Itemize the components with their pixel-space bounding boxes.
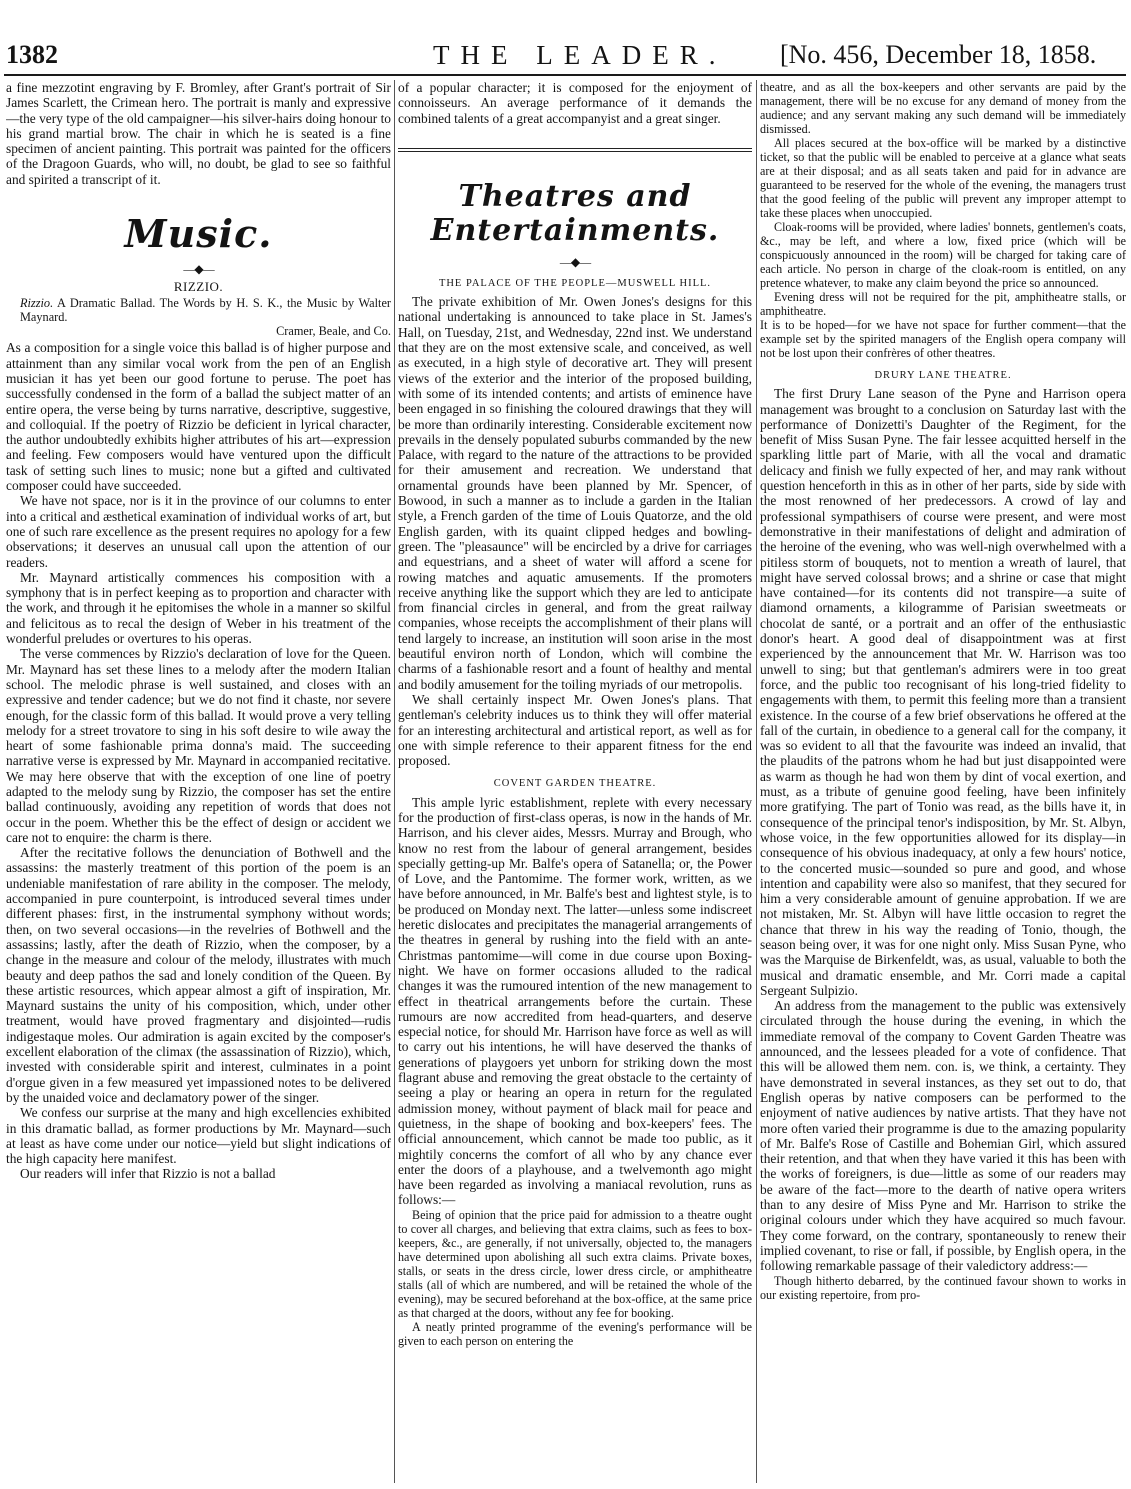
quoted-notice: A neatly printed programme of the evening's performance will be given to each person on entering the (398, 1319, 752, 1348)
paragraph: After the recitative follows the denunciation of Bothwell and the assassins: the masterly treatment of this portion of the poem is an undeniable manifestation of rare ability in the composer. The melody, accompanied in pure counterpoint, is introduced several times under different phases: first, in the instrumental symphony without words; then, on two several occasions—in the revelries of Bothwell and the assassins; lastly, after the death of Rizzio, when the composer, by a change in the measure and colour of the melody, illustrates with much beauty and deep pathos the sad and lonely condition of the Queen. By these artistic resources, which appear almost a gift of inspiration, Mr. Maynard sustains the unity of his composition, which, under other treatment, would have proved fragmentary and disjointed—rudis indigestaque moles. Our admiration is again excited by the composer's excellent elaboration of the climax (the assassination of Rizzio), which, invested with considerable spirit and interest, culminates in a point d'orgue given in a few measured yet impassioned notes to be delivered by the unaided voice and declamatory power of the singer. (6, 845, 391, 1105)
subheading: DRURY LANE THEATRE. (874, 370, 1012, 381)
quoted-notice: Cloak-rooms will be provided, where ladies' bonnets, gentlemen's coats, &c., may be left, and where a low, fixed price (which will be conspicuously announced in the room) will be charged for taking care of each article. No person in charge of the cloak-room is entitled, on any pretence whatever, to make any claim beyond the price so announced. (760, 220, 1126, 290)
paragraph: The private exhibition of Mr. Owen Jones's designs for this national undertaking is announced to take place in St. James's Hall, on Tuesday, 21st, and Wednesday, 22nd inst. We understand that they are on the most extensive scale, and conceived, as well as executed, in a high style of decorative art. They will present views of the exterior and the interior of the proposed building, with some of its intended contents; and artists of eminence have been engaged in so finishing the coloured drawings that they will be more than ordinarily interesting. Considerable excitement now prevails in the densely populated suburbs commanded by the new Palace, with regard to the nature of the attractions to be provided for their amusement and recreation. We understand that ornamental grounds have been planned by Mr. Spencer, of Bowood, in such a manner as to include a garden in the Italian style, a French garden of the time of Louis Quatorze, and the old English garden, with its quaint clipped hedges and bowling-green. The "pleasaunce" will be encircled by a drive for carriages and equestrians, and a sheet of water will afford a scene for rowing matches and aquatic amusements. If the promoters receive anything like the support which they are led to anticipate from financial circles in general, and from the great railway companies, whose receipts the accomplishment of their plans will tend largely to increase, an institution will soon arise in the most beautiful environ north of London, which will combine the charms of a fashionable resort and a fount of healthy and mental and bodily amusement for the toiling myriads of our metropolis. (398, 294, 752, 692)
quoted-notice: Being of opinion that the price paid for admission to a theatre ought to cover all charges, and believing that extra claims, such as fees to box-keepers, &c., are generally, if not universally, objected to, the managers have determined upon abolishing all such extra claims. Private boxes, stalls, or seats in the dress circle, lower dress circle, or amphitheatre stalls (all of which are numbered, and will be retained the whole of the evening), may be secured beforehand at the box-office, at the same price as that charged at the doors, without any fee for booking. (398, 1207, 752, 1320)
ornament-divider: —◆— (183, 262, 214, 277)
column-2 (398, 80, 752, 1483)
paragraph: Mr. Maynard artistically commences his composition with a symphony that is in perfect keeping as to proportion and character with the work, and through it he epitomises the whole in a manner so skilful and felicitous as to recal the design of Weber in his treatment of the wonderful preludes or overtures to his operas. (6, 569, 391, 647)
paragraph: The verse commences by Rizzio's declaration of love for the Queen. Mr. Maynard has set these lines to a melody after the modern Italian school. The melodic phrase is well sustained, and closes with an expressive and tender cadence; but we do not find it chaste, nor severe enough, for the classic form of this ballad. It would prove a very telling melody for a street trovatore to sing in his soft desire to wile away the heart of some fashionable prima donna's maid. The succeeding narrative verse is expressed by Mr. Maynard in accompanied recitative. We may here observe that with the exception of one line of poetry adapted to the melody sung by Rizzio, the composer has set the entire ballad continuously, avoiding any repetition of words that does not occur in the poem. Whether this be the effect of design or accident we care not to enquire: the charm is there. (6, 646, 391, 845)
article-heading: RIZZIO. (173, 279, 224, 295)
newspaper-title: THE LEADER. (433, 40, 727, 70)
paragraph: a fine mezzotint engraving by F. Bromley, after Grant's portrait of Sir James Scarlett, the Crimean hero. The portrait is manly and expressive—the very type of the old campaigner—his silver-hairs doing honour to his grand martial brow. The chair in which he is seated is a fine specimen of ancient painting. This portrait was painted for the officers of the Dragoon Guards, who will, no doubt, be glad to see so faithful and spirited a transcript of it. (6, 80, 391, 187)
paragraph: We confess our surprise at the many and high excellencies exhibited in this dramatic ballad, as former productions by Mr. Maynard—such at least as have come under our notice—yield but slight indications of the high capacity here manifest. (6, 1105, 391, 1167)
paragraph: The first Drury Lane season of the Pyne and Harrison opera management was brought to a conclusion on Saturday last with the performance of Donizetti's Daughter of the Regiment, for the benefit of Miss Susan Pyne. The fair lessee acquitted herself in the sparkling little part of Marie, with all the vocal and dramatic delicacy and finish we fully expected of her, and may rank without question henceforth in this as in other of her parts, side by side with the most renowned of her predecessors. A crowd of lay and professional sympathisers of course were present, and were most demonstrative in their manifestations of delight and admiration of the heroine of the evening, who was well-nigh overwhelmed with a pitiless storm of bouquets, not to mention a wreath of laurel, that might have served colossal brows; and a shrine or case that might have contained—for its contents did not transpire—a suite of diamond ornaments, a kilogramme of Parisian sweetmeats or chocolat de santé, or a portrait and an offer of the enthusiastic donor's heart. A good deal of disappointment was at first experienced by the announcement that Mr. W. Harrison was too unwell to sing; but that gentleman's admirers were in too great force, and the public too recognisant of his long-tried fidelity to engagements with them, to permit this feeling more than a transient existence. In the course of a few brief observations he offered at the fall of the curtain, in obedience to a general call for the company, it was so evident to all that the favourite was indeed an invalid, that the plaudits of the patrons whom he had but just disappointed were as warm as though he had won them by dint of vocal exertion, and must, as a tribute of genuine good feeling, have been infinitely more gratifying. The part of Tonio was read, as the bills have it, in consequence of the principal tenor's indisposition, by Mr. St. Albyn, whose voice, in the few opportunities allowed for its display—in consequence of his obvious inadequacy, at only a few hours' notice, to the concerted music—sounded so pure and good, and whose intention and capability were also so manifest, that they secured for him a very considerable amount of genuine approbation. If we are not mistaken, Mr. St. Albyn will have little occasion to regret the chance that threw in his way the reading of Tonio, though, the season being over, it was for one night only. Miss Susan Pyne, who was the Marquise de Birkenfeldt, was, as usual, valuable to both the musical and dramatic ensemble, and Mr. Corri made a capital Sergeant Sulpizio. (760, 386, 1126, 998)
column-divider (756, 80, 757, 1483)
masthead-rule (4, 74, 1126, 76)
column-divider (394, 80, 395, 1483)
subheading: THE PALACE OF THE PEOPLE—MUSWELL HILL. (438, 277, 712, 289)
section-title-music: Music. (124, 211, 273, 257)
section-title-theatres: Theatres and Entertainments. (430, 178, 720, 248)
paragraph: As a composition for a single voice this ballad is of higher purpose and attainment than any similar vocal work from the pen of an English musician it has yet been our good fortune to peruse. The poet has successfully condensed in the form of a ballad the subject matter of an entire opera, the verse being by turns narrative, descriptive, suggestive, and colloquial. If the poetry of Rizzio be deficient in lyrical character, the author undoubtedly exhibits higher attributes of his art—expression and feeling. Few composers would have ventured upon the difficult task of setting such lines to music; none but a gifted and cultivated composer could have succeeded. (6, 340, 391, 494)
paragraph: It is to be hoped—for we have not space for further comment—that the example set by the spirited managers of the English opera company will not be lost upon their confrères of other theatres. (760, 318, 1126, 360)
paragraph: This ample lyric establishment, replete with every necessary for the production of first-class operas, is now in the hands of Mr. Harrison, and his clever aides, Messrs. Murray and Brough, who know no rest from the labour of general arrangement, besides specially getting-up Mr. Balfe's opera of Satanella; or, the Power of Love, and the Pantomime. The former work, written, as we have before announced, in Mr. Balfe's best and lightest style, is to be produced on Monday next. The latter—unless some indiscreet heretic dislocates and precipitates the managerial arrangements of the theatres in general by rushing into the field with an ante-Christmas pantomime—will come in due course upon Boxing-night. We have on former occasions alluded to the radical changes it was the rumoured intention of the new management to effect in theatrical arrangements before the curtain. These rumours are now accredited from head-quarters, and deserve especial notice, for should Mr. Harrison have force as well as will to carry out his intentions, he will have deserved the thanks of generations of playgoers yet unborn for striking down the most flagrant abuse and removing the great obstacle to the certainty of seeing a play or hearing an opera in return for the regulated admission money, without payment of black mail for peace and quietness, in the shape of booking and box-keepers' fees. The official announcement, which cannot be made too public, as it mightily concerns the comfort of all who by any chance ever enter the doors of a playhouse, and a twelvemonth ago might have been regarded as involving a maniacal revolution, runs as follows:— (398, 794, 752, 1208)
paragraph: of a popular character; it is composed for the enjoyment of connoisseurs. An average performance of it demands the combined talents of a great accompanyist and a great singer. (398, 80, 752, 126)
credit-title: Rizzio. (20, 296, 54, 311)
review-credit (6, 296, 391, 324)
masthead (0, 0, 1131, 78)
issue-date: [No. 456, December 18, 1858. (780, 40, 1097, 69)
publisher: Cramer, Beale, and Co. (276, 324, 391, 339)
paragraph: Our readers will infer that Rizzio is not a ballad (20, 1166, 276, 1182)
paragraph: We have not space, nor is it in the province of our columns to enter into a critical and æsthetical examination of individual works of art, but one of such rare excellence as the present requires no apology for a few observations; it deserves an unusual call upon the attention of our readers. (6, 493, 391, 570)
column-1 (6, 80, 391, 1483)
quoted-notice: All places secured at the box-office will be marked by a distinctive ticket, so that the public will be enabled to perceive at a glance what seats are at their disposal; and as all seats taken and paid for in advance are guaranteed to be reserved for the whole of the evening, the managers trust that the good feeling of the public will prevent any improper attempt to take these places when unoccupied. (760, 136, 1126, 220)
ornament-divider: —◆— (559, 254, 591, 269)
credit-text: A Dramatic Ballad. The Words by H. S. K., the Music by Walter Maynard. (20, 296, 391, 325)
paragraph: An address from the management to the public was extensively circulated through the house during the evening, in which the immediate removal of the company to Covent Garden Theatre was announced, and the lessees pleaded for a vote of confidence. That this will be allowed them nem. con. is, we think, a certainty. They have demonstrated in several instances, as they set out to do, that English operas by native composers can be performed to the enjoyment of native audiences by native artists. That they have not more often varied their programme is due to the amazing popularity of Mr. Balfe's Rose of Castille and Bohemian Girl, which assured their retention, and that when they have varied it this has been with the works of foreigners, is due—little as some of our readers may be aware of the fact—more to the dearth of native opera writers than to any desire of Miss Pyne and Mr. Harrison to strike the original colours under which they have acquired so much favour. They come forward, on the contrary, spontaneously to renew their implied covenant, to rise or fall, if possible, by English opera, in the following remarkable passage of their valedictory address:— (760, 998, 1126, 1274)
paragraph: We shall certainly inspect Mr. Owen Jones's plans. That gentleman's celebrity induces us to think they will offer material for an interesting architectural and artistical report, as well as for one with simple reference to their apparent fitness for the end proposed. (398, 691, 752, 769)
quoted-notice: theatre, and as all the box-keepers and other servants are paid by the management, there will be no excuse for any demand of money from the audience; and any servant making any such demand will be immediately dismissed. (760, 80, 1126, 136)
quoted-notice: Though hitherto debarred, by the continued favour shown to works in our existing repertoire, from pro- (760, 1273, 1126, 1302)
page-number: 1382 (6, 40, 58, 69)
section-rule (398, 148, 752, 152)
subheading: COVENT GARDEN THEATRE. (493, 778, 657, 790)
quoted-notice: Evening dress will not be required for the pit, amphitheatre stalls, or amphitheatre. (760, 290, 1126, 318)
column-3 (760, 80, 1126, 1483)
